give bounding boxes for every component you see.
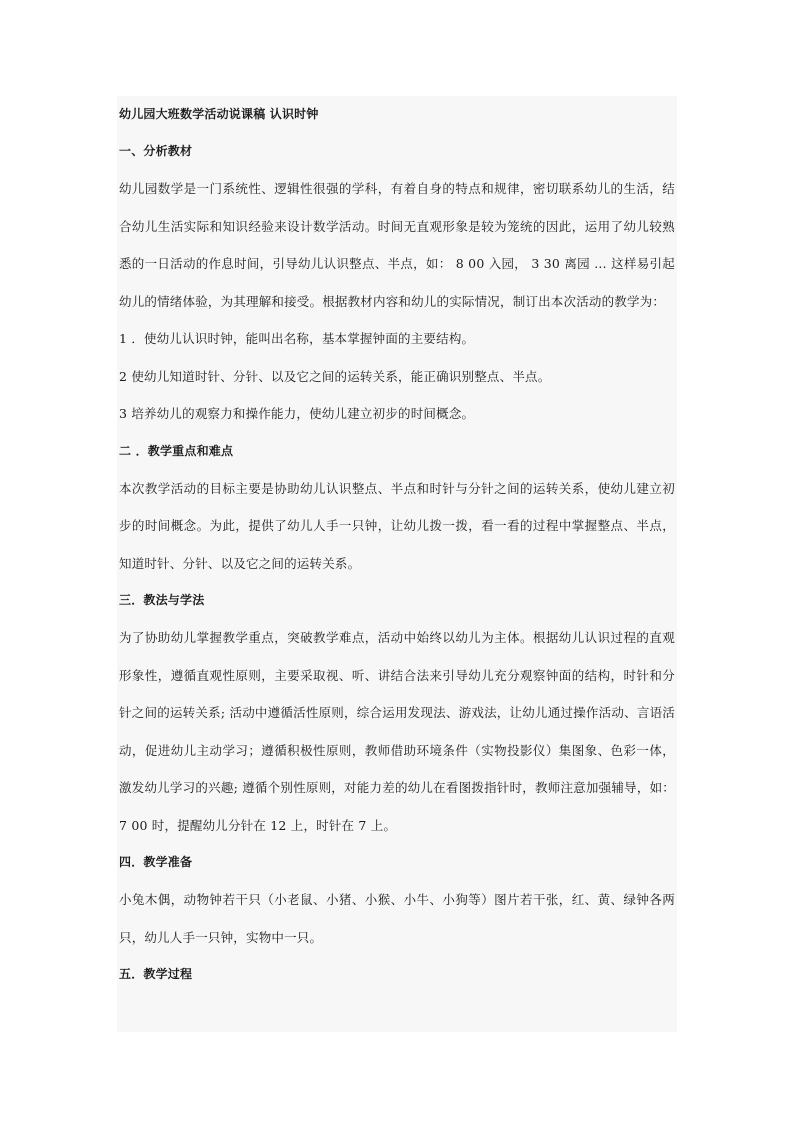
- list-item-goal-3: 3 培养幼儿的观察力和操作能力，使幼儿建立初步的时间概念。: [119, 406, 475, 421]
- paragraph-analysis-intro: 幼儿园数学是一门系统性、逻辑性很强的学科，有着自身的特点和规律，密切联系幼儿的生活，结合幼儿生活实际和知识经验来设计数学活动。时间无直观形象是较为笼统的因此，运用了幼儿较熟悉的一日活动的作息时间，引导幼儿认识整点、半点，如： 8 00 入园， 3 30 离园 … 这样易引起幼儿的情绪体验，为其理解和接受。根据教材内容和幼儿的实际情况，制订出本次活动的教学为：: [119, 181, 675, 309]
- document-page: [117, 96, 677, 1032]
- section-heading-key-points: 二 ．教学重点和难点: [119, 443, 234, 458]
- list-item-goal-2: 2 使幼儿知道时针、分针、以及它之间的运转关系，能正确识别整点、半点。: [119, 368, 551, 384]
- section-heading-process: 五．教学过程: [119, 967, 193, 981]
- list-item-goal-1: 1 ．使幼儿认识时钟，能叫出名称，基本掌握钟面的主要结构。: [119, 331, 475, 346]
- paragraph-methods: 为了协助幼儿掌握教学重点，突破教学难点，活动中始终以幼儿为主体。根据幼儿认识过程的直观形象性，遵循直观性原则，主要采取视、听、讲结合法来引导幼儿充分观察钟面的结构，时针和分针之间的运转关系; 活动中遵循活性原则，综合运用发现法、游戏法，让幼儿通过操作活动、言语活动，促进幼儿主动学习；遵循积极性原则，教师借助环境条件（实物投影仪）集图象、色彩一体，激发幼儿学习的兴趣; 遵循个别性原则，对能力差的幼儿在看图拨指针时，教师注意加强辅导，如： 7 00 时，提醒幼儿分针在 12 上，时针在 7 上。: [119, 630, 675, 833]
- paragraph-preparation: 小兔木偶，动物钟若干只（小老鼠、小猪、小猴、小牛、小狗等）图片若干张，红、黄、绿钟各两只，幼儿人手一只钟，实物中一只。: [119, 892, 675, 945]
- section-heading-methods: 三．教法与学法: [119, 593, 205, 607]
- paragraph-key-points: 本次教学活动的目标主要是协助幼儿认识整点、半点和时针与分针之间的运转关系，使幼儿建立初步的时间概念。为此，提供了幼儿人手一只钟，让幼儿拨一拨，看一看的过程中掌握整点、半点，知道时针、分针、以及它之间的运转关系。: [119, 480, 675, 571]
- section-heading-preparation: 四．教学准备: [119, 855, 193, 869]
- document-title: 幼儿园大班数学活动说课稿 认识时钟: [119, 107, 319, 121]
- section-heading-analysis: 一、分析教材: [119, 144, 193, 158]
